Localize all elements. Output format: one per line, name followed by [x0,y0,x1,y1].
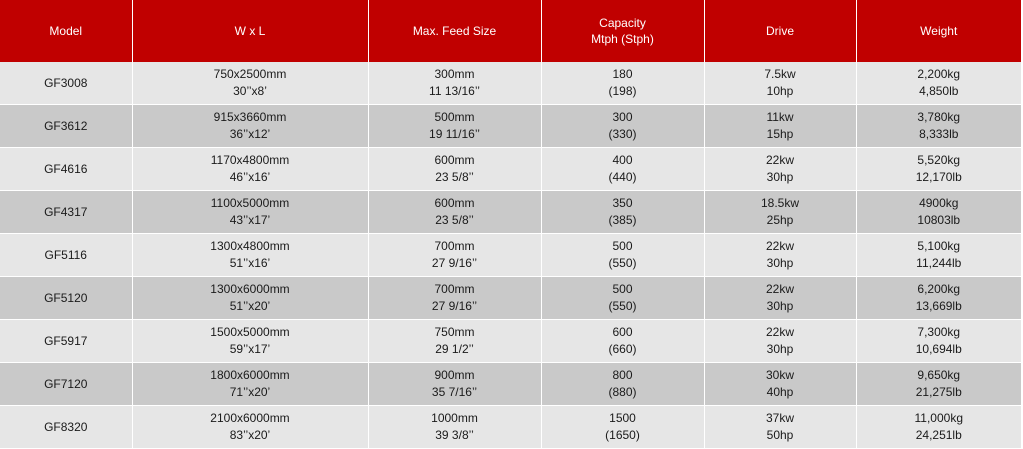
cell-capacity-line: 500 [612,239,633,253]
cell-capacity-line: (880) [608,385,637,399]
cell-capacity [541,320,704,363]
cell-weight-line: 11,244lb [916,256,962,270]
cell-weight [856,62,1021,105]
cell-weight [856,320,1021,363]
cell-max-feed-size-line: 29 1/2’’ [435,342,474,356]
cell-model: GF4616 [0,148,132,191]
cell-wxl-line: 46’’x16’ [229,170,271,184]
cell-weight-line: 2,200kg [917,67,961,81]
cell-weight-line: 9,650kg [917,368,961,382]
cell-capacity-line: 300 [612,110,633,124]
cell-drive-line: 30hp [766,256,794,270]
cell-drive-line: 30kw [765,368,794,382]
table-row [0,406,1021,449]
cell-weight-line: 5,520kg [917,153,961,167]
cell-drive-line: 18.5kw [760,196,800,210]
cell-max-feed-size [368,234,541,277]
cell-wxl-line: 1170x4800mm [210,153,290,167]
cell-capacity-line: 500 [612,282,633,296]
table-row [0,105,1021,148]
cell-wxl-line: 750x2500mm [213,67,287,81]
cell-wxl-line: 51’’x16’ [229,256,271,270]
cell-max-feed-size [368,148,541,191]
cell-capacity [541,62,704,105]
cell-weight [856,277,1021,320]
cell-weight-line: 5,100kg [917,239,961,253]
cell-max-feed-size-line: 600mm [434,196,475,210]
cell-weight-line: 3,780kg [917,110,961,124]
table-body [0,62,1021,449]
cell-wxl [132,148,368,191]
cell-wxl [132,277,368,320]
cell-drive-line: 11kw [766,110,794,124]
cell-max-feed-size-line: 39 3/8’’ [435,428,474,442]
table-row [0,320,1021,363]
cell-capacity-line: (330) [608,127,637,141]
cell-drive-line: 40hp [766,385,794,399]
cell-capacity-line: (550) [608,256,637,270]
cell-capacity-line: 400 [612,153,633,167]
cell-model: GF5116 [0,234,132,277]
cell-drive-line: 30hp [766,342,794,356]
cell-weight [856,234,1021,277]
header-wxl: W x L [132,0,368,62]
cell-max-feed-size [368,62,541,105]
cell-weight [856,363,1021,406]
header-capacity: Capacity Mtph (Stph) [541,0,704,62]
cell-weight-line: 4,850lb [919,84,959,98]
cell-wxl [132,105,368,148]
cell-drive-line: 10hp [766,84,794,98]
cell-weight-line: 10803lb [917,213,961,227]
table-row [0,277,1021,320]
cell-capacity-line: 350 [612,196,633,210]
cell-max-feed-size-line: 35 7/16’’ [431,385,478,399]
cell-max-feed-size-line: 11 13/16’’ [429,84,480,98]
cell-wxl-line: 2100x6000mm [210,411,290,425]
cell-weight-line: 24,251lb [915,428,962,442]
cell-capacity [541,234,704,277]
cell-wxl-line: 71’’x20’ [229,385,271,399]
cell-wxl-line: 1100x5000mm [210,196,290,210]
cell-wxl [132,320,368,363]
cell-drive [704,320,856,363]
cell-drive [704,234,856,277]
cell-max-feed-size [368,277,541,320]
table-row [0,148,1021,191]
header-model: Model [0,0,132,62]
cell-max-feed-size-line: 300mm [434,67,475,81]
cell-wxl-line: 43’’x17’ [229,213,271,227]
cell-capacity-line: 180 [612,67,633,81]
cell-drive-line: 15hp [766,127,794,141]
table-row [0,234,1021,277]
cell-model: GF7120 [0,363,132,406]
cell-weight-line: 6,200kg [917,282,961,296]
cell-wxl-line: 83’’x20’ [229,428,271,442]
cell-weight [856,191,1021,234]
table-row [0,62,1021,105]
cell-max-feed-size [368,191,541,234]
cell-capacity-line: (198) [608,84,637,98]
cell-weight-line: 12,170lb [915,170,962,184]
cell-max-feed-size-line: 500mm [434,110,475,124]
cell-wxl [132,62,368,105]
cell-max-feed-size-line: 1000mm [431,411,478,425]
cell-weight-line: 7,300kg [917,325,961,339]
cell-model: GF3612 [0,105,132,148]
cell-capacity [541,363,704,406]
cell-capacity-line: 1500 [609,411,636,425]
cell-drive [704,62,856,105]
cell-drive [704,191,856,234]
cell-wxl-line: 1300x6000mm [210,282,290,296]
header-row [0,0,1021,62]
cell-drive-line: 22kw [765,153,794,167]
cell-max-feed-size [368,406,541,449]
cell-capacity-line: (385) [608,213,637,227]
table-row [0,191,1021,234]
cell-model: GF5120 [0,277,132,320]
cell-capacity-line: (660) [608,342,637,356]
cell-drive [704,148,856,191]
cell-drive [704,277,856,320]
cell-wxl-line: 1300x4800mm [210,239,290,253]
cell-wxl-line: 1500x5000mm [210,325,290,339]
cell-capacity [541,406,704,449]
cell-max-feed-size-line: 23 5/8’’ [435,213,474,227]
cell-wxl [132,191,368,234]
cell-max-feed-size-line: 600mm [434,153,475,167]
cell-drive-line: 22kw [765,282,794,296]
cell-drive-line: 22kw [765,239,794,253]
cell-wxl-line: 30’’x8’ [233,84,267,98]
cell-drive-line: 25hp [766,213,794,227]
cell-model: GF3008 [0,62,132,105]
cell-capacity-line: (1650) [605,428,640,442]
cell-weight-line: 13,669lb [915,299,962,313]
cell-capacity [541,277,704,320]
cell-weight-line: 10,694lb [915,342,962,356]
cell-capacity [541,148,704,191]
cell-max-feed-size-line: 900mm [434,368,475,382]
cell-drive-line: 30hp [766,299,794,313]
cell-weight [856,105,1021,148]
header-weight: Weight [856,0,1021,62]
cell-drive-line: 37kw [765,411,794,425]
cell-max-feed-size-line: 27 9/16’’ [431,299,478,313]
cell-weight-line: 8,333lb [919,127,959,141]
cell-capacity-line: (550) [608,299,637,313]
header-max-feed-size: Max. Feed Size [368,0,541,62]
cell-weight [856,406,1021,449]
table-row [0,363,1021,406]
cell-max-feed-size-line: 23 5/8’’ [435,170,474,184]
cell-capacity-line: (440) [608,170,637,184]
cell-max-feed-size-line: 700mm [434,239,475,253]
cell-weight-line: 11,000kg [914,411,963,425]
cell-capacity [541,191,704,234]
cell-model: GF8320 [0,406,132,449]
cell-drive-line: 7.5kw [764,67,796,81]
cell-drive-line: 22kw [765,325,794,339]
cell-capacity-line: 800 [612,368,633,382]
cell-max-feed-size [368,363,541,406]
cell-max-feed-size-line: 19 11/16’’ [429,127,480,141]
cell-model: GF5917 [0,320,132,363]
cell-drive [704,105,856,148]
cell-max-feed-size [368,320,541,363]
cell-model: GF4317 [0,191,132,234]
cell-wxl-line: 1800x6000mm [210,368,290,382]
table-header [0,0,1021,62]
header-drive: Drive [704,0,856,62]
cell-drive [704,363,856,406]
cell-wxl-line: 915x3660mm [213,110,287,124]
cell-drive-line: 50hp [766,428,794,442]
cell-drive [704,406,856,449]
cell-wxl [132,406,368,449]
cell-weight-line: 21,275lb [915,385,962,399]
cell-wxl-line: 51’’x20’ [229,299,271,313]
cell-max-feed-size-line: 700mm [434,282,475,296]
cell-max-feed-size-line: 27 9/16’’ [431,256,478,270]
cell-wxl-line: 59’’x17’ [229,342,271,356]
cell-capacity-line: 600 [612,325,633,339]
cell-capacity [541,105,704,148]
cell-wxl-line: 36’’x12’ [229,127,271,141]
cell-max-feed-size-line: 750mm [434,325,475,339]
cell-max-feed-size [368,105,541,148]
cell-wxl [132,363,368,406]
cell-weight [856,148,1021,191]
cell-wxl [132,234,368,277]
cell-drive-line: 30hp [766,170,794,184]
cell-weight-line: 4900kg [919,196,959,210]
